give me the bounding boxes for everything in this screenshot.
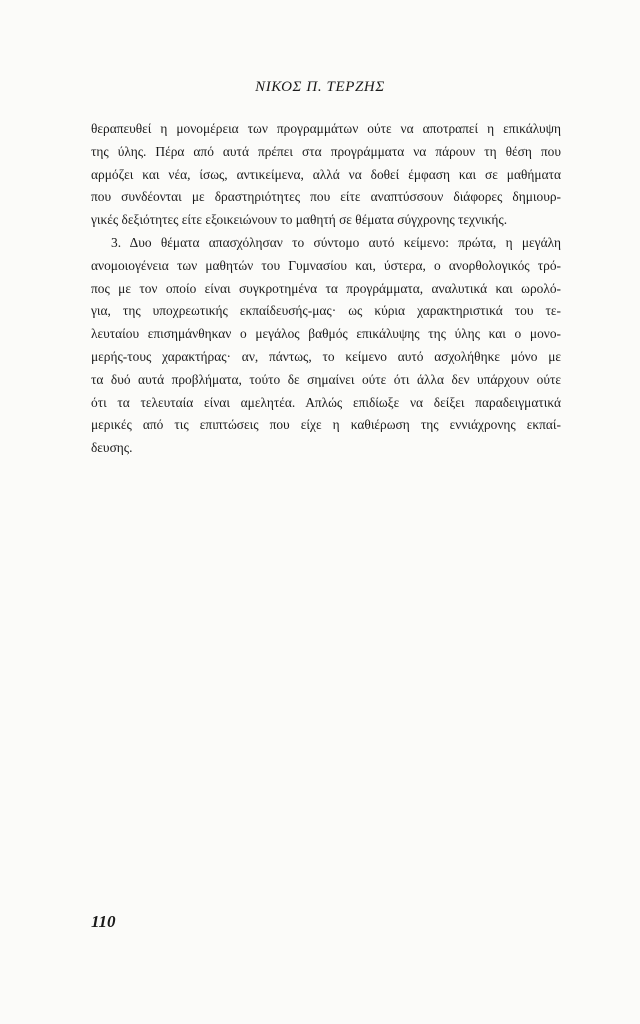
text-line: λευταίου επισημάνθηκαν ο μεγάλος βαθμός επικάλυψης της ύλης και ο μονο-	[91, 326, 561, 342]
text-line: ότι τα τελευταία είναι αμελητέα. Απλώς επιδίωξε να δείξει παραδειγματικά	[91, 394, 561, 410]
text-line: ανομοιογένεια των μαθητών του Γυμνασίου και, ύστερα, ο ανορθολογικός τρό-	[91, 257, 561, 273]
text-line: δευσης.	[91, 440, 133, 456]
running-head: ΝΙΚΟΣ Π. ΤΕΡΖΗΣ	[255, 79, 385, 95]
text-line: για, της υποχρεωτικής εκπαίδευσής-μας· ως κύρια χαρακτηριστικά του τε-	[91, 303, 561, 319]
text-line: αρμόζει και νέα, ίσως, αντικείμενα, αλλά να δοθεί έμφαση και σε μαθήματα	[91, 166, 561, 182]
text-line: τα δυό αυτά προβλήματα, τούτο δε σημαίνει ούτε ότι άλλα δεν υπάρχουν ούτε	[91, 371, 561, 387]
text-line: πος με τον οποίο είναι συγκροτημένα τα προγράμματα, αναλυτικά και ωρολό-	[91, 280, 561, 296]
body-text	[91, 118, 561, 460]
text-line: της ύλης. Πέρα από αυτά πρέπει στα προγράμματα να πάρουν τη θέση που	[91, 143, 561, 159]
text-line: μερής-τους χαρακτήρας· αν, πάντως, το κείμενο αυτό ασχολήθηκε μόνο με	[91, 348, 561, 364]
text-line: μερικές από τις επιπτώσεις που είχε η καθιέρωση της εννιάχρονης εκπαί-	[91, 417, 561, 433]
text-line: 3. Δυο θέματα απασχόλησαν το σύντομο αυτό κείμενο: πρώτα, η μεγάλη	[111, 234, 561, 250]
text-line: γικές δεξιότητες είτε εξοικειώνουν το μαθητή σε θέματα σύγχρονης τεχνικής.	[91, 212, 508, 228]
text-line: που συνδέονται με δραστηριότητες που είτε αναπτύσσουν διάφορες δημιουρ-	[91, 189, 561, 205]
page-number: 110	[91, 912, 116, 931]
text-line: θεραπευθεί η μονομέρεια των προγραμμάτων ούτε να αποτραπεί η επικάλυψη	[91, 121, 561, 136]
